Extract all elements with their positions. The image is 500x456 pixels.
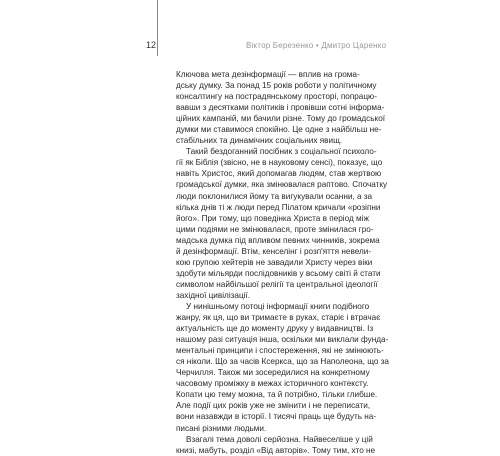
text-line: ментальні принципи і спостереження, які не змінюють-	[176, 346, 384, 356]
text-line: здобути мільярди послідовників у всьому світі й стати	[176, 268, 381, 278]
text-line: гії як Біблія (звісно, не в науковому сенсі), показує, що	[176, 158, 383, 168]
text-line: ційних кампаній, ми бачили різне. Тому до громадської	[176, 114, 386, 124]
running-head: Віктор Березенко • Дмитро Царенко	[246, 41, 387, 50]
text-line: писані різними людьми.	[176, 423, 267, 433]
text-line: стабільних та динамічних соціальних явищ.	[176, 136, 343, 146]
text-line: символом найбільшої релігії та центральної ідеології	[176, 279, 378, 289]
text-line: його». При тому, що поведінка Христа в період між	[176, 213, 369, 223]
text-line: вони назавжди в історії. І тисячі праць ще будуть на-	[176, 412, 377, 422]
text-line: книзі, мабуть, розділ «Від авторів». Тому тим, хто не	[176, 445, 376, 455]
text-line: актуальність ще до моменту друку у видавництві. Із	[176, 324, 374, 334]
text-line: Ключова мета дезінформації — вплив на грома-	[176, 70, 360, 79]
text-line: консалтингу на пострадянському просторі, попрацю-	[176, 92, 377, 102]
text-line: вавши з десятками політиків і провівши сотні інформа-	[176, 103, 385, 113]
text-line: ся ніколи. Що за часів Ксеркса, що за Наполеона, що за	[176, 357, 389, 367]
text-line: часовому проміжку в межах історичного контексту.	[176, 379, 369, 389]
text-line: Такий бездоганний посібник з соціальної психоло-	[186, 147, 377, 157]
text-line: західної цивілізації.	[176, 290, 251, 300]
text-line: У нинішньому потоці інформації книги подібного	[186, 301, 370, 311]
text-line: жанру, як ця, що ви тримаєте в руках, старіє і втрачає	[176, 313, 381, 323]
text-line: Черчилля. Також ми зосередилися на конкретному	[176, 368, 370, 378]
page-number: 12	[146, 40, 157, 50]
text-line: кілька днів ті ж люди перед Пілатом кричали «розіпни	[176, 202, 381, 212]
paragraph	[176, 434, 376, 456]
body-text	[176, 69, 389, 456]
text-line: Але події цих років уже не змінити і не переписати,	[176, 401, 371, 411]
text-line: люди поклонилися йому та вигукували осанни, а за	[176, 191, 373, 201]
text-line: цими подіями не змінювалася, проте змінилася гро-	[176, 224, 374, 234]
text-line: Копати цю тему можна, та й потрібно, тільки глибше.	[176, 390, 378, 400]
text-line: мадська думка під впливом певних чинників, зокрема	[176, 235, 380, 245]
text-line: кою групою хейтерів не завадили Христу через віки	[176, 257, 373, 267]
header-divider	[157, 0, 158, 56]
text-line: дську думку. За понад 15 років роботи у політичному	[176, 81, 377, 91]
paragraph	[176, 69, 386, 146]
text-line: Взагалі тема доволі серйозна. Найвеселіше у цій	[186, 434, 373, 444]
text-line: нашому разі ситуація інша, оскільки ми виклали фунда-	[176, 335, 389, 345]
text-line: громадської думки, яка змінювалася раптово. Спочатку	[176, 180, 388, 190]
text-line: навіть Христос, який допомагав людям, став жертвою	[176, 169, 382, 179]
paragraph	[176, 146, 388, 301]
text-line: й дезінформації. Втім, кенселінг і розп'яття невели-	[176, 246, 372, 256]
text-line: думки ми ставимося спокійно. Це одне з найбільш не-	[176, 125, 382, 135]
paragraph	[176, 301, 389, 434]
